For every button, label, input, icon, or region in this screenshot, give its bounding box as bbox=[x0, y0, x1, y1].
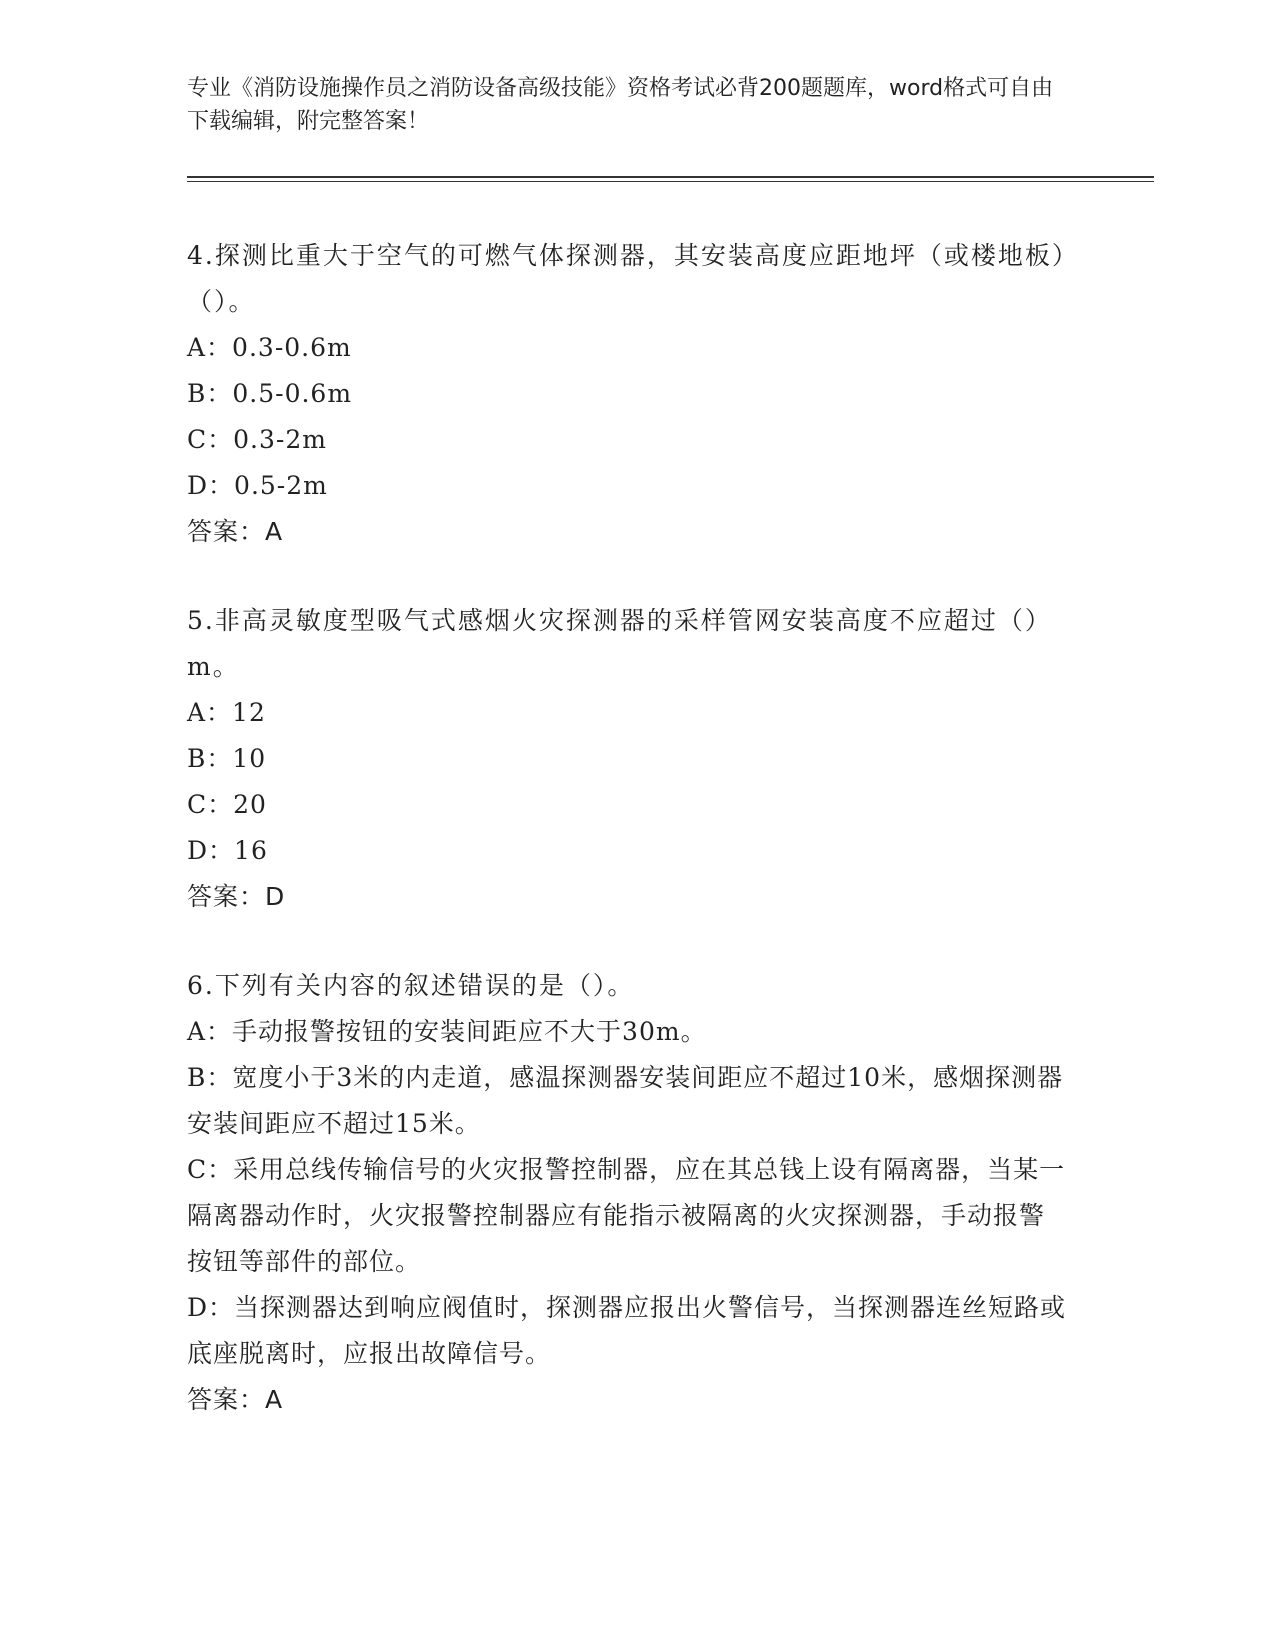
option-a: A：0.3-0.6m bbox=[187, 333, 352, 362]
header-divider-thin bbox=[187, 181, 1154, 182]
option-d: D：16 bbox=[187, 836, 268, 865]
option-d: D：当探测器达到响应阀值时，探测器应报出火警信号，当探测器连丝短路或底座脱离时，应报出故障信号。 bbox=[187, 1293, 1067, 1368]
option-c: C：20 bbox=[187, 790, 267, 819]
question-stem: 5.非高灵敏度型吸气式感烟火灾探测器的采样管网安装高度不应超过（）m。 bbox=[187, 606, 1052, 681]
option-b: B：0.5-0.6m bbox=[187, 379, 353, 408]
header-divider-thick bbox=[187, 176, 1154, 178]
question-5 bbox=[187, 598, 1067, 920]
answer-label: 答案：D bbox=[187, 882, 286, 911]
document-header: 专业《消防设施操作员之消防设备高级技能》资格考试必背200题题库，word格式可自由下载编辑，附完整答案！ bbox=[187, 76, 1054, 134]
option-c: C：采用总线传输信号的火灾报警控制器，应在其总钱上设有隔离器，当某一隔离器动作时，火灾报警控制器应有能指示被隔离的火灾探测器，手动报警按钮等部件的部位。 bbox=[187, 1155, 1066, 1276]
option-a: A：12 bbox=[187, 698, 266, 727]
question-stem: 4.探测比重大于空气的可燃气体探测器，其安装高度应距地坪（或楼地板）（）。 bbox=[187, 241, 1067, 316]
answer-label: 答案：A bbox=[187, 517, 284, 546]
question-6 bbox=[187, 963, 1067, 1423]
question-4 bbox=[187, 233, 1067, 555]
option-b: B：10 bbox=[187, 744, 267, 773]
answer-label: 答案：A bbox=[187, 1385, 284, 1414]
option-a: A：手动报警按钮的安装间距应不大于30m。 bbox=[187, 1017, 707, 1046]
option-c: C：0.3-2m bbox=[187, 425, 327, 454]
option-b: B：宽度小于3米的内走道，感温探测器安装间距应不超过10米，感烟探测器安装间距应不超过15米。 bbox=[187, 1063, 1064, 1138]
option-d: D：0.5-2m bbox=[187, 471, 328, 500]
question-stem: 6.下列有关内容的叙述错误的是（）。 bbox=[187, 971, 635, 1000]
